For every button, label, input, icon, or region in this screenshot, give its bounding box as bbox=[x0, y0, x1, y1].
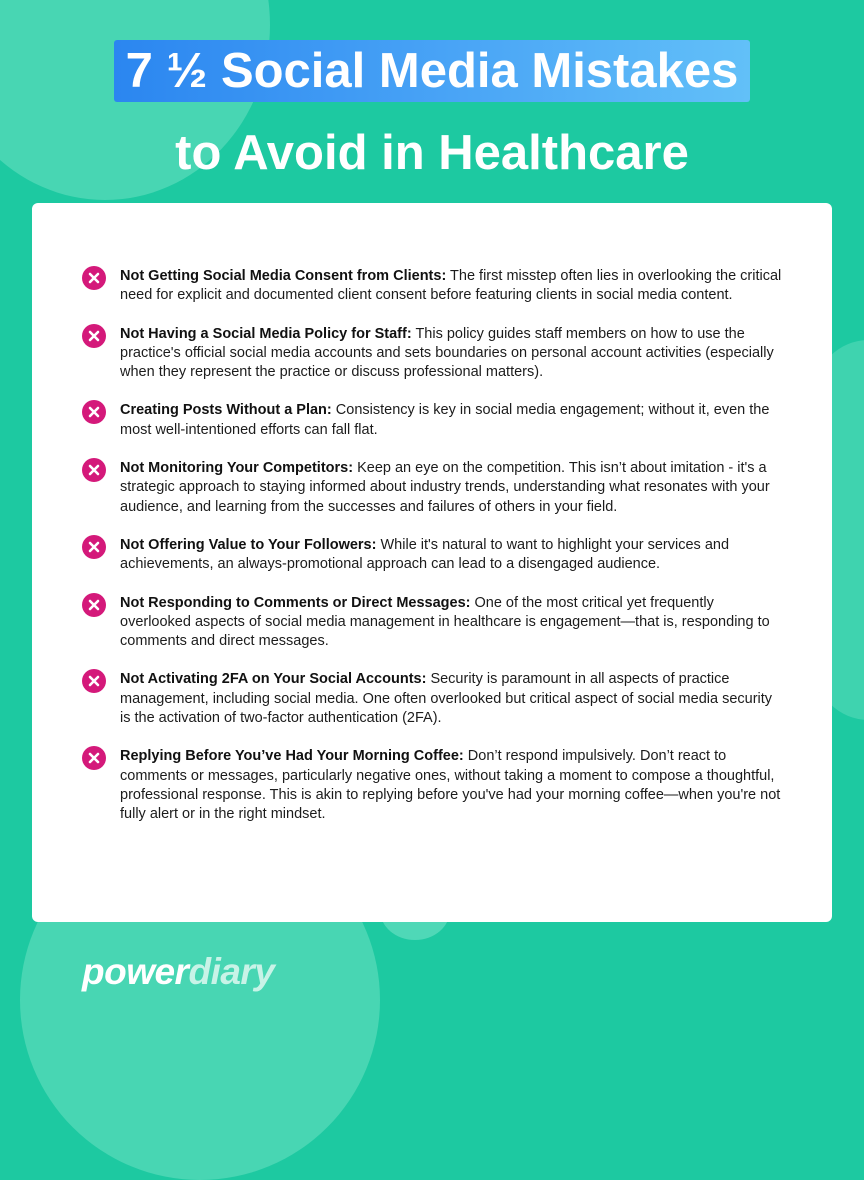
item-description: While it's natural to want to highlight your services and achievements, an always-promotional approach can lead to a disengaged audience. bbox=[120, 536, 730, 573]
close-circle-icon bbox=[82, 324, 106, 348]
close-circle-icon bbox=[82, 266, 106, 290]
list-item bbox=[82, 267, 782, 306]
item-heading: Replying Before You’ve Had Your Morning Coffee: bbox=[120, 748, 464, 765]
item-text bbox=[120, 594, 782, 652]
item-description: The first misstep often lies in overlooking the critical need for explicit and documented client consent before featuring clients in social media content. bbox=[120, 268, 782, 304]
list-item bbox=[82, 594, 782, 652]
title-line-1: 7 ½ Social Media Mistakes bbox=[114, 40, 751, 102]
item-text bbox=[120, 536, 782, 575]
item-description: Don’t respond impulsively. Don’t react to comments or messages, particularly negative ones, without taking a moment to compose a thoughtful, professional response. This is akin to replying before you've had your morning coffee—when you're not fully alert or in the right mindset. bbox=[120, 748, 781, 823]
item-description: Keep an eye on the competition. This isn’t about imitation - it's a strategic approach to staying informed about industry trends, understanding what resonates with your audience, and learning from the successes and failures of others in your field. bbox=[120, 460, 770, 515]
item-heading: Not Responding to Comments or Direct Messages: bbox=[120, 594, 471, 611]
item-text bbox=[120, 747, 782, 824]
item-description: Security is paramount in all aspects of practice management, including social media. One often overlooked but critical aspect of social media security is the activation of two-factor authentication (2FA). bbox=[120, 671, 773, 727]
page-title bbox=[0, 40, 864, 184]
close-circle-icon bbox=[82, 458, 106, 482]
item-description: This policy guides staff members on how to use the practice's official social media accounts and sets boundaries on personal account activities (especially when they represent the practice or discuss professional matters). bbox=[120, 325, 774, 381]
item-text bbox=[120, 670, 782, 728]
item-heading: Not Offering Value to Your Followers: bbox=[120, 536, 377, 553]
list-item bbox=[82, 401, 782, 440]
logo-part-power: power bbox=[82, 951, 189, 992]
close-circle-icon bbox=[82, 593, 106, 617]
logo-part-diary: diary bbox=[188, 951, 275, 992]
mistakes-list bbox=[82, 267, 782, 844]
item-description: One of the most critical yet frequently overlooked aspects of social media management in healthcare is engagement—that is, responding to comments and direct messages. bbox=[120, 594, 770, 650]
list-item bbox=[82, 747, 782, 824]
item-heading: Creating Posts Without a Plan: bbox=[120, 402, 332, 419]
item-text bbox=[120, 325, 782, 383]
list-item bbox=[82, 459, 782, 517]
item-heading: Not Activating 2FA on Your Social Accounts: bbox=[120, 671, 427, 688]
mistakes-card bbox=[32, 203, 832, 922]
list-item bbox=[82, 670, 782, 728]
close-circle-icon bbox=[82, 535, 106, 559]
item-text bbox=[120, 267, 782, 306]
title-line-2: to Avoid in Healthcare bbox=[175, 126, 689, 180]
close-circle-icon bbox=[82, 669, 106, 693]
close-circle-icon bbox=[82, 400, 106, 424]
item-description: Consistency is key in social media engagement; without it, even the most well-intentioned efforts can fall flat. bbox=[120, 402, 770, 438]
powerdiary-logo bbox=[82, 950, 274, 994]
item-text bbox=[120, 401, 782, 440]
close-circle-icon bbox=[82, 746, 106, 770]
item-heading: Not Getting Social Media Consent from Clients: bbox=[120, 268, 447, 284]
item-heading: Not Monitoring Your Competitors: bbox=[120, 460, 354, 477]
item-text bbox=[120, 459, 782, 517]
list-item bbox=[82, 325, 782, 383]
list-item bbox=[82, 536, 782, 575]
item-heading: Not Having a Social Media Policy for Staff: bbox=[120, 325, 412, 342]
